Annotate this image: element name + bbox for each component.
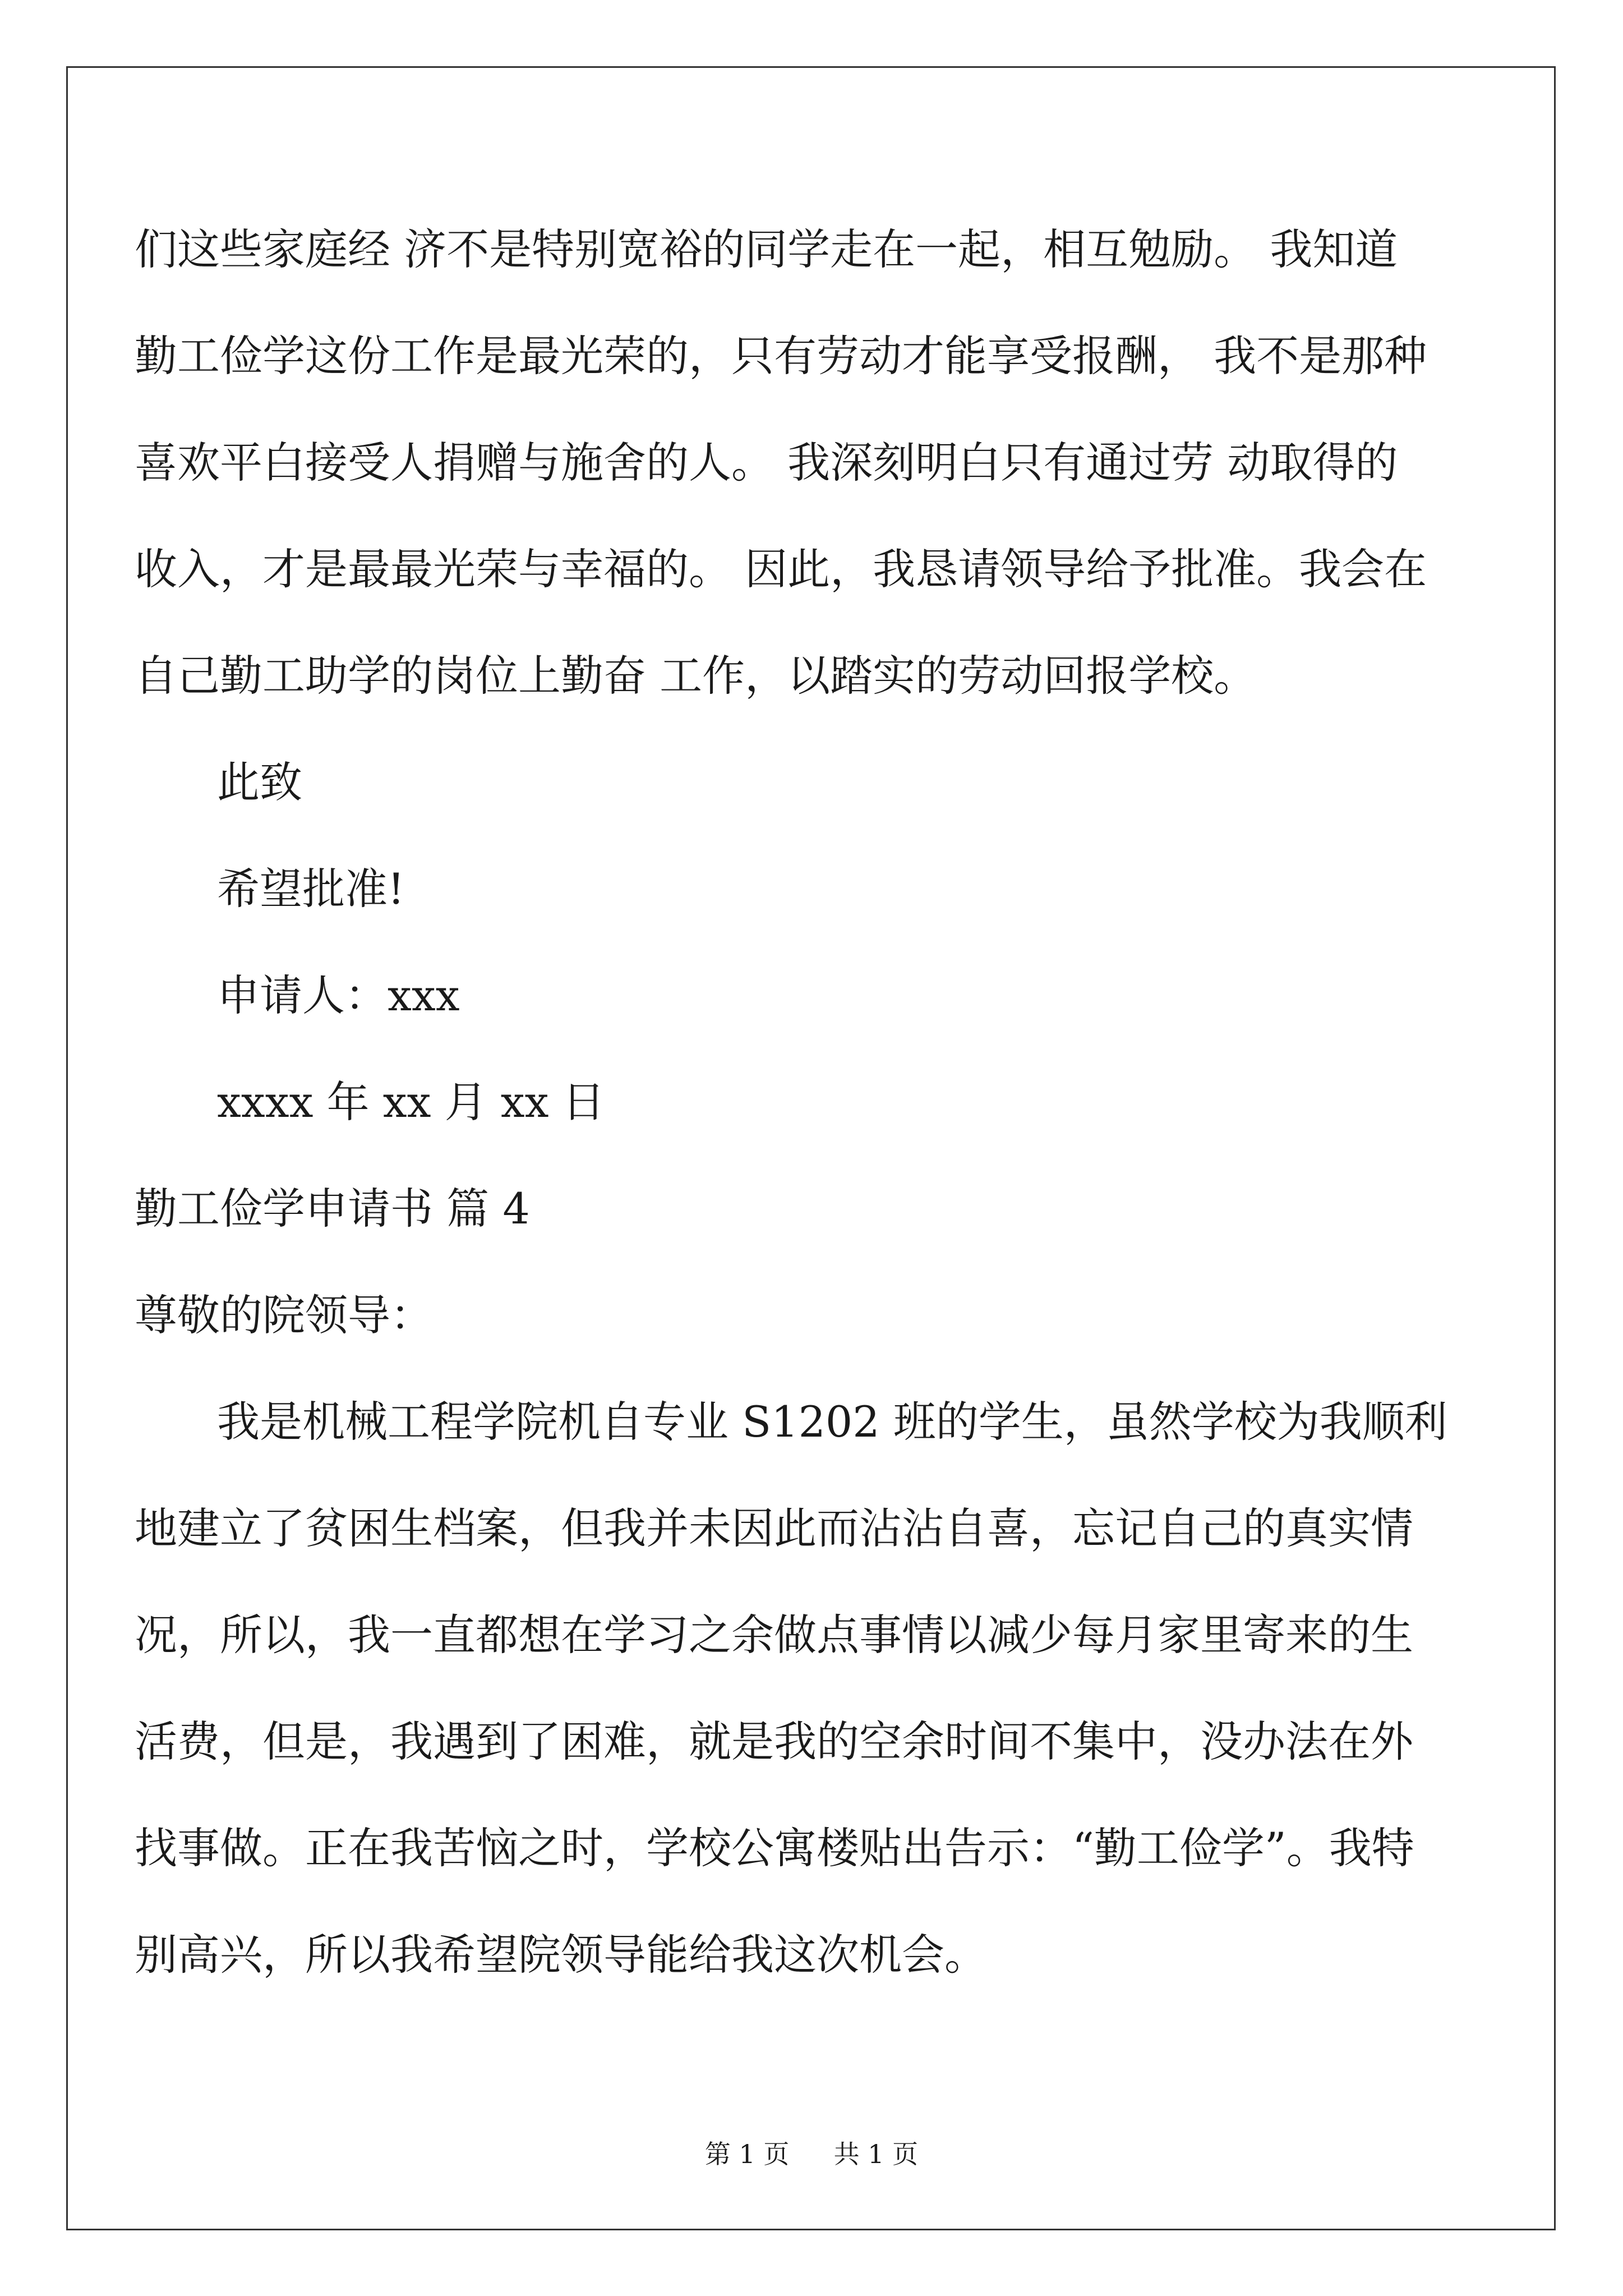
text-line: 们这些家庭经 济不是特别宽裕的同学走在一起，相互勉励。 我知道 (135, 224, 1398, 274)
closing-request: 希望批准! (217, 864, 405, 914)
text-line: 找事做。正在我苦恼之时，学校公寓楼贴出告示：“勤工俭学”。我特 (135, 1823, 1414, 1873)
text-line: 喜欢平白接受人捐赠与施舍的人。 我深刻明白只有通过劳 动取得的 (135, 438, 1398, 487)
greeting: 尊敬的院领导： (135, 1290, 433, 1340)
date-line: xxxx 年 xx 月 xx 日 (217, 1077, 605, 1127)
text-line: 地建立了贫困生档案，但我并未因此而沾沾自喜，忘记自己的真实情 (135, 1503, 1413, 1553)
text-line: 况，所以，我一直都想在学习之余做点事情以减少每月家里寄来的生 (135, 1610, 1413, 1660)
text-line: 活费，但是，我遇到了困难，就是我的空余时间不集中，没办法在外 (135, 1717, 1413, 1766)
text-line: 别高兴，所以我希望院领导能给我这次机会。 (135, 1930, 987, 1980)
section-title: 勤工俭学申请书 篇 4 (135, 1184, 530, 1234)
text-line: 自己勤工助学的岗位上勤奋 工作，以踏实的劳动回报学校。 (135, 651, 1257, 701)
text-line: 我是机械工程学院机自专业 S1202 班的学生，虽然学校为我顺利 (217, 1397, 1447, 1447)
page-number-current: 第 1 页 (704, 2139, 790, 2169)
text-line: 勤工俭学这份工作是最光荣的，只有劳动才能享受报酬， 我不是那种 (135, 331, 1427, 381)
page-number-total: 共 1 页 (833, 2139, 919, 2169)
page-footer (0, 2137, 1623, 2171)
applicant-line: 申请人：xxx (217, 970, 460, 1020)
closing-salutation: 此致 (217, 757, 302, 807)
text-line: 收入，才是最最光荣与幸福的。 因此，我恳请领导给予批准。我会在 (135, 544, 1427, 594)
